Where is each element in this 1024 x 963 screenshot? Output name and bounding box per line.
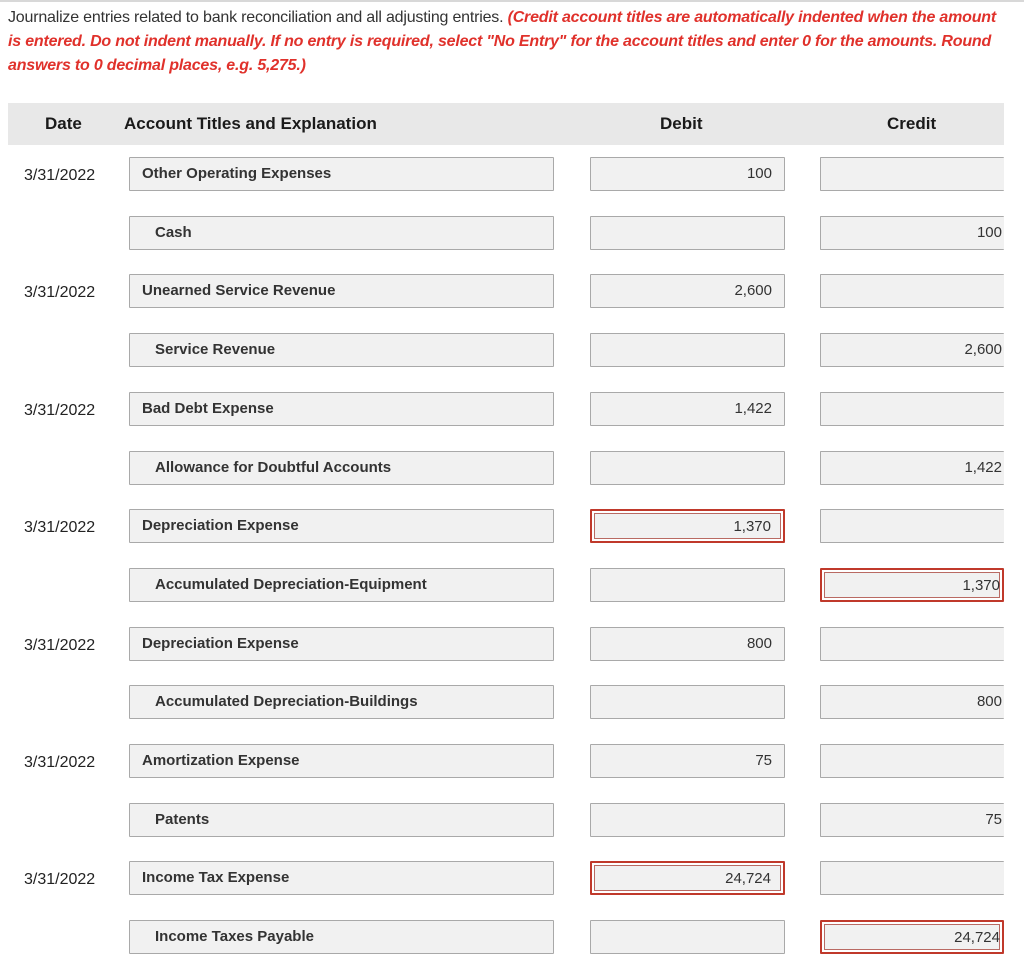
debit-amount-field[interactable]: 1,370 [590, 509, 785, 543]
credit-amount-field[interactable] [820, 392, 1004, 426]
credit-amount-field[interactable]: 24,724 [820, 920, 1004, 954]
credit-amount-field[interactable]: 75 [820, 803, 1004, 837]
credit-amount-field[interactable]: 1,370 [820, 568, 1004, 602]
account-title-field[interactable]: Depreciation Expense [129, 509, 554, 543]
table-row [0, 509, 1024, 547]
debit-amount-field[interactable] [590, 685, 785, 719]
entry-date: 3/31/2022 [24, 167, 96, 184]
credit-amount-field[interactable] [820, 744, 1004, 778]
credit-amount-field[interactable] [820, 157, 1004, 191]
debit-amount-field[interactable]: 2,600 [590, 274, 785, 308]
table-row [0, 685, 1024, 723]
table-row [0, 568, 1024, 606]
credit-amount-field[interactable]: 100 [820, 216, 1004, 250]
table-row [0, 451, 1024, 489]
debit-amount-field[interactable] [590, 451, 785, 485]
account-title-field[interactable]: Depreciation Expense [129, 627, 554, 661]
account-title-field[interactable]: Cash [129, 216, 554, 250]
debit-amount-field[interactable]: 24,724 [590, 861, 785, 895]
table-row [0, 803, 1024, 841]
account-title-field[interactable]: Allowance for Doubtful Accounts [129, 451, 554, 485]
credit-amount-field[interactable] [820, 861, 1004, 895]
credit-amount-field[interactable] [820, 627, 1004, 661]
account-title-field[interactable]: Other Operating Expenses [129, 157, 554, 191]
table-row [0, 274, 1024, 312]
debit-amount-field[interactable] [590, 920, 785, 954]
instructions [8, 6, 1013, 78]
credit-amount-field[interactable]: 1,422 [820, 451, 1004, 485]
instructions-text: Journalize entries related to bank reconciliation and all adjusting entries. [8, 9, 508, 26]
header-credit: Credit [887, 114, 937, 133]
account-title-field[interactable]: Accumulated Depreciation-Equipment [129, 568, 554, 602]
debit-amount-field[interactable]: 75 [590, 744, 785, 778]
top-divider [0, 0, 1024, 2]
account-title-field[interactable]: Accumulated Depreciation-Buildings [129, 685, 554, 719]
header-account: Account Titles and Explanation [124, 114, 377, 133]
table-row [0, 157, 1024, 195]
table-row [0, 920, 1024, 958]
credit-amount-field[interactable]: 800 [820, 685, 1004, 719]
table-row [0, 333, 1024, 371]
account-title-field[interactable]: Bad Debt Expense [129, 392, 554, 426]
table-header [8, 103, 1004, 145]
account-title-field[interactable]: Income Tax Expense [129, 861, 554, 895]
entry-date: 3/31/2022 [24, 754, 96, 771]
table-row [0, 392, 1024, 430]
credit-amount-field[interactable]: 2,600 [820, 333, 1004, 367]
table-row [0, 744, 1024, 782]
account-title-field[interactable]: Service Revenue [129, 333, 554, 367]
credit-amount-field[interactable] [820, 274, 1004, 308]
debit-amount-field[interactable]: 1,422 [590, 392, 785, 426]
credit-amount-field[interactable] [820, 509, 1004, 543]
debit-amount-field[interactable]: 800 [590, 627, 785, 661]
entry-date: 3/31/2022 [24, 402, 96, 419]
entry-date: 3/31/2022 [24, 637, 96, 654]
debit-amount-field[interactable] [590, 803, 785, 837]
table-row [0, 627, 1024, 665]
table-row [0, 861, 1024, 899]
table-row [0, 216, 1024, 254]
entry-date: 3/31/2022 [24, 519, 96, 536]
header-date: Date [45, 114, 82, 133]
account-title-field[interactable]: Patents [129, 803, 554, 837]
debit-amount-field[interactable] [590, 216, 785, 250]
account-title-field[interactable]: Unearned Service Revenue [129, 274, 554, 308]
debit-amount-field[interactable] [590, 333, 785, 367]
entry-date: 3/31/2022 [24, 284, 96, 301]
account-title-field[interactable]: Amortization Expense [129, 744, 554, 778]
account-title-field[interactable]: Income Taxes Payable [129, 920, 554, 954]
header-debit: Debit [660, 114, 703, 133]
entry-date: 3/31/2022 [24, 871, 96, 888]
debit-amount-field[interactable] [590, 568, 785, 602]
instructions-emphasis: (Credit account titles are automatically indented when the amount is entered. Do not indent manually. If no entry is required, select "No Entry" for the account titles and enter 0 for the amounts. Round answers to 0 decimal places, e.g. 5,275.) [8, 9, 996, 74]
debit-amount-field[interactable]: 100 [590, 157, 785, 191]
